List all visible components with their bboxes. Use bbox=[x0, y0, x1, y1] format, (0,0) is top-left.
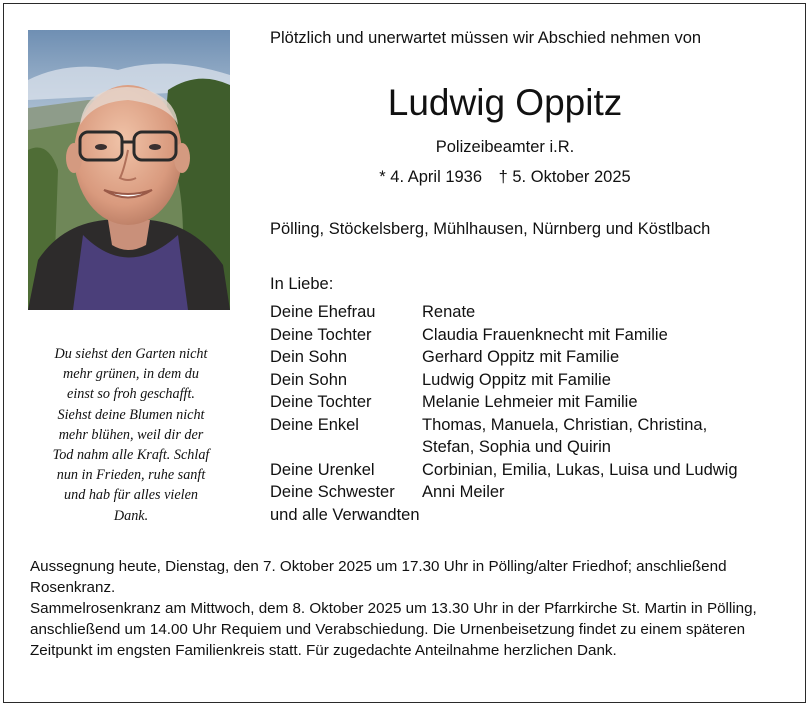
relative-names: Ludwig Oppitz mit Familie bbox=[422, 370, 611, 389]
service-info bbox=[30, 556, 790, 661]
family-row bbox=[270, 414, 738, 459]
family-list bbox=[270, 301, 738, 526]
relative-names: Melanie Lehmeier mit Familie bbox=[422, 393, 638, 411]
portrait-photo bbox=[28, 30, 230, 310]
relative-names: Renate bbox=[422, 303, 476, 321]
relation: Deine Tochter bbox=[270, 325, 372, 344]
relative-names: Gerhard Oppitz mit Familie bbox=[422, 348, 620, 366]
family-row bbox=[270, 324, 738, 347]
relation: Deine Enkel bbox=[270, 415, 359, 434]
relation: Deine Ehefrau bbox=[270, 303, 376, 321]
life-dates bbox=[270, 168, 740, 187]
places-line: Pölling, Stöckelsberg, Mühlhausen, Nürnberg und Köstlbach bbox=[270, 220, 711, 238]
family-row bbox=[270, 459, 738, 482]
family-row bbox=[270, 301, 738, 324]
family-row bbox=[270, 369, 738, 392]
relation: Deine Tochter bbox=[270, 393, 372, 411]
relative-names: Claudia Frauenknecht mit Familie bbox=[422, 325, 668, 344]
relation: Deine Schwester bbox=[270, 483, 395, 501]
relation: Deine Urenkel bbox=[270, 460, 375, 479]
profession: Polizeibeamter i.R. bbox=[435, 138, 575, 156]
birth-date: * 4. April 1936 bbox=[379, 168, 483, 186]
relation: Dein Sohn bbox=[270, 370, 348, 389]
family-row bbox=[270, 346, 738, 369]
relative-names: Thomas, Manuela, Christian, Christina, Stefan, Sophia und Quirin bbox=[422, 415, 708, 456]
in-love-heading: In Liebe: bbox=[270, 275, 334, 293]
relative-names: Anni Meiler bbox=[422, 483, 505, 501]
death-date: † 5. Oktober 2025 bbox=[498, 168, 631, 186]
service-paragraph-1: Aussegnung heute, Dienstag, den 7. Oktober 2025 um 17.30 Uhr in Pölling/alter Friedhof; anschließend Rosenkranz. bbox=[30, 558, 727, 596]
family-row bbox=[270, 481, 738, 504]
relative-names: Corbinian, Emilia, Lukas, Luisa und Ludwig bbox=[422, 460, 738, 479]
relatives-line: und alle Verwandten bbox=[270, 505, 420, 524]
memorial-poem: Du siehst den Garten nicht mehr grünen, in dem du einst so froh geschafft. Siehst deine Blumen nicht mehr blühen, weil dir der Tod nahm alle Kraft. Schlaf nun in Frieden, ruhe sanft und hab für alles vielen Dank. bbox=[52, 346, 210, 524]
relation: Dein Sohn bbox=[270, 348, 348, 366]
family-row bbox=[270, 391, 738, 414]
deceased-name: Ludwig Oppitz bbox=[387, 82, 623, 123]
family-row bbox=[270, 504, 738, 527]
intro-text: Plötzlich und unerwartet müssen wir Abschied nehmen von bbox=[270, 29, 702, 47]
service-paragraph-2: Sammelrosenkranz am Mittwoch, dem 8. Oktober 2025 um 13.30 Uhr in der Pfarrkirche St. Martin in Pölling, anschließend um 14.00 Uhr Requiem und Verabschiedung. Die Urnenbeisetzung findet zu einem späteren Zeitpunkt im engsten Familienkreis statt. Für zugedachte Anteilnahme herzlichen Dank. bbox=[30, 600, 757, 659]
